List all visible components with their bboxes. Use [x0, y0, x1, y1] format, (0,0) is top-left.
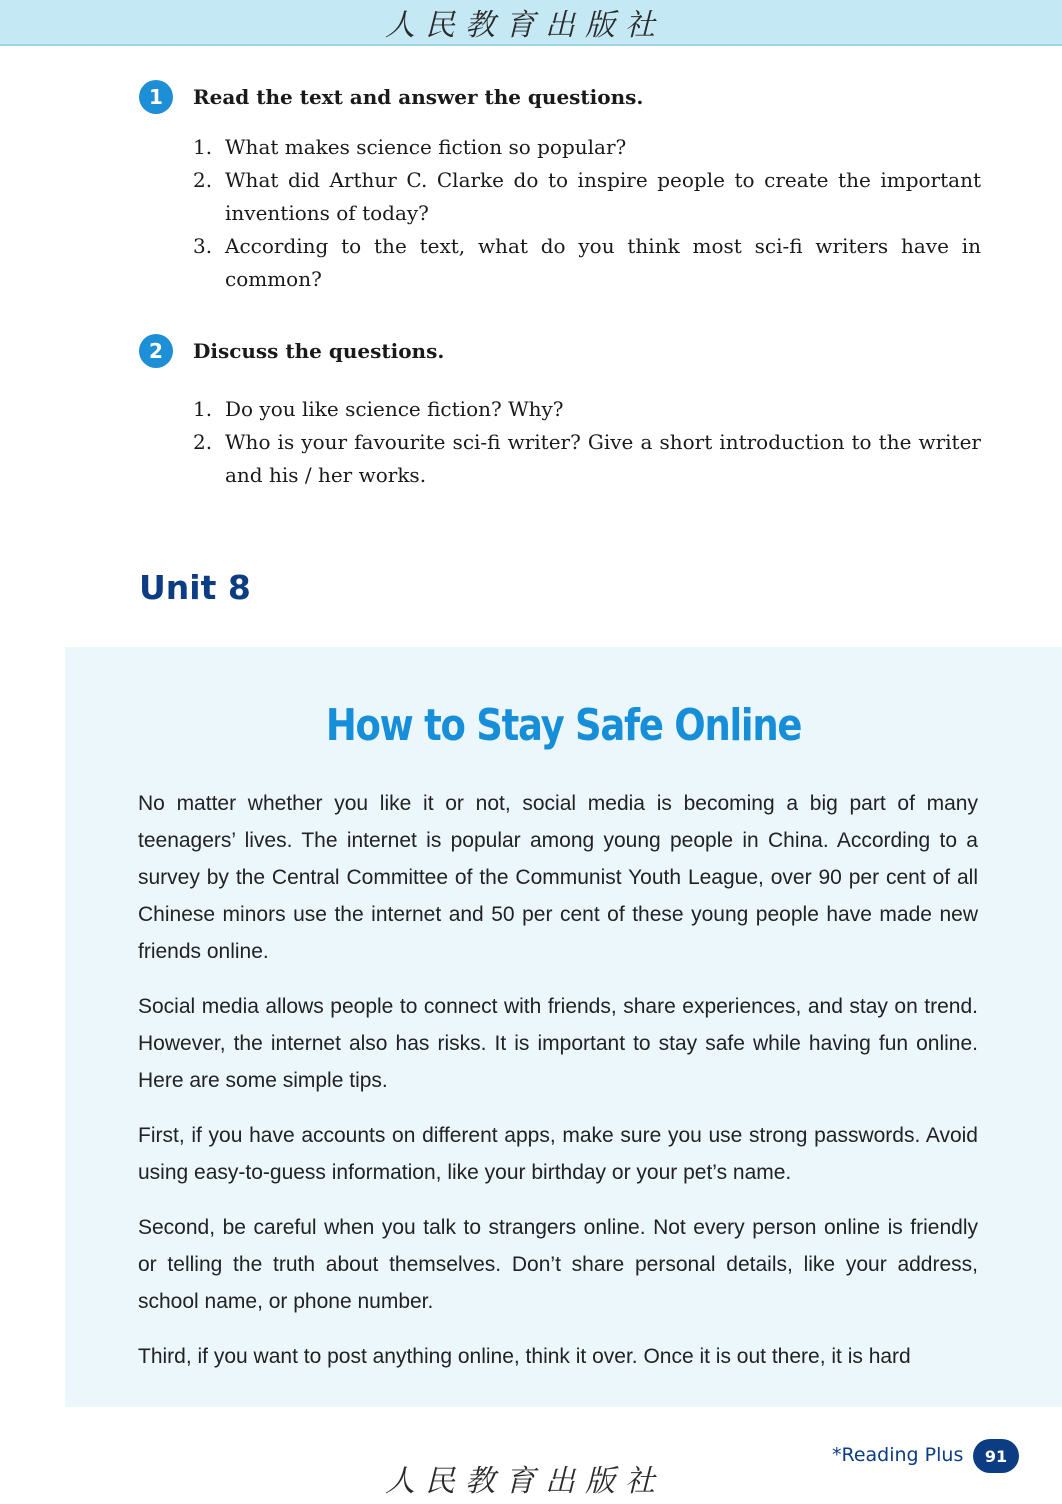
question-number: 1. — [193, 397, 213, 421]
question-number: 2. — [193, 168, 213, 192]
article-paragraph: No matter whether you like it or not, social media is becoming a big part of many teenagers’ lives. The internet is popular among young people in China. According to a survey by the Central Committee of the Communist Youth League, over 90 per cent of all Chinese minors use the internet and 50 per cent of these young people have made new friends online. — [138, 792, 978, 963]
exercise-number-badge: 1 — [139, 80, 173, 114]
exercise-1-questions — [193, 131, 981, 296]
question-text: What makes science fiction so popular? — [225, 135, 627, 159]
page-number-badge: 91 — [973, 1439, 1019, 1473]
question-item — [193, 164, 981, 230]
publisher-logo: 人民教育出版社 — [385, 1464, 665, 1499]
section-label: *Reading Plus — [832, 1444, 964, 1466]
article-paragraph: First, if you have accounts on different apps, make sure you use strong passwords. Avoid using easy-to-guess information, like your birthday or your pet’s name. — [138, 1124, 978, 1184]
exercise-title: Read the text and answer the questions. — [193, 85, 644, 109]
question-number: 3. — [193, 234, 213, 258]
article-paragraph: Third, if you want to post anything online, think it over. Once it is out there, it is hard — [138, 1345, 911, 1368]
article-paragraph: Second, be careful when you talk to strangers online. Not every person online is friendly or telling the truth about themselves. Don’t share personal details, like your address, school name, or phone number. — [138, 1216, 978, 1313]
article-title: How to Stay Safe Online — [325, 700, 802, 751]
publisher-logo: 人民教育出版社 — [385, 8, 665, 43]
question-number: 2. — [193, 430, 213, 454]
question-text: According to the text, what do you think most sci-fi writers have in common? — [225, 234, 981, 291]
exercise-2-heading — [139, 334, 444, 368]
question-item — [193, 230, 981, 296]
header-band — [0, 0, 1062, 46]
article-paragraph: Social media allows people to connect with friends, share experiences, and stay on trend. However, the internet also has risks. It is important to stay safe while having fun online. Here are some simple tips. — [138, 995, 978, 1092]
question-text: Who is your favourite sci-fi writer? Give a short introduction to the writer and his / her works. — [225, 430, 981, 487]
article-body — [138, 785, 978, 1393]
question-item — [193, 393, 981, 426]
question-item — [193, 426, 981, 492]
question-text: What did Arthur C. Clarke do to inspire people to create the important inventions of today? — [225, 168, 981, 225]
question-text: Do you like science fiction? Why? — [225, 397, 564, 421]
unit-title: Unit 8 — [139, 568, 251, 607]
exercise-title: Discuss the questions. — [193, 339, 445, 363]
question-item — [193, 131, 981, 164]
exercise-1-heading — [139, 80, 643, 114]
exercise-number-badge: 2 — [139, 334, 173, 368]
exercise-2-questions — [193, 393, 981, 492]
question-number: 1. — [193, 135, 213, 159]
